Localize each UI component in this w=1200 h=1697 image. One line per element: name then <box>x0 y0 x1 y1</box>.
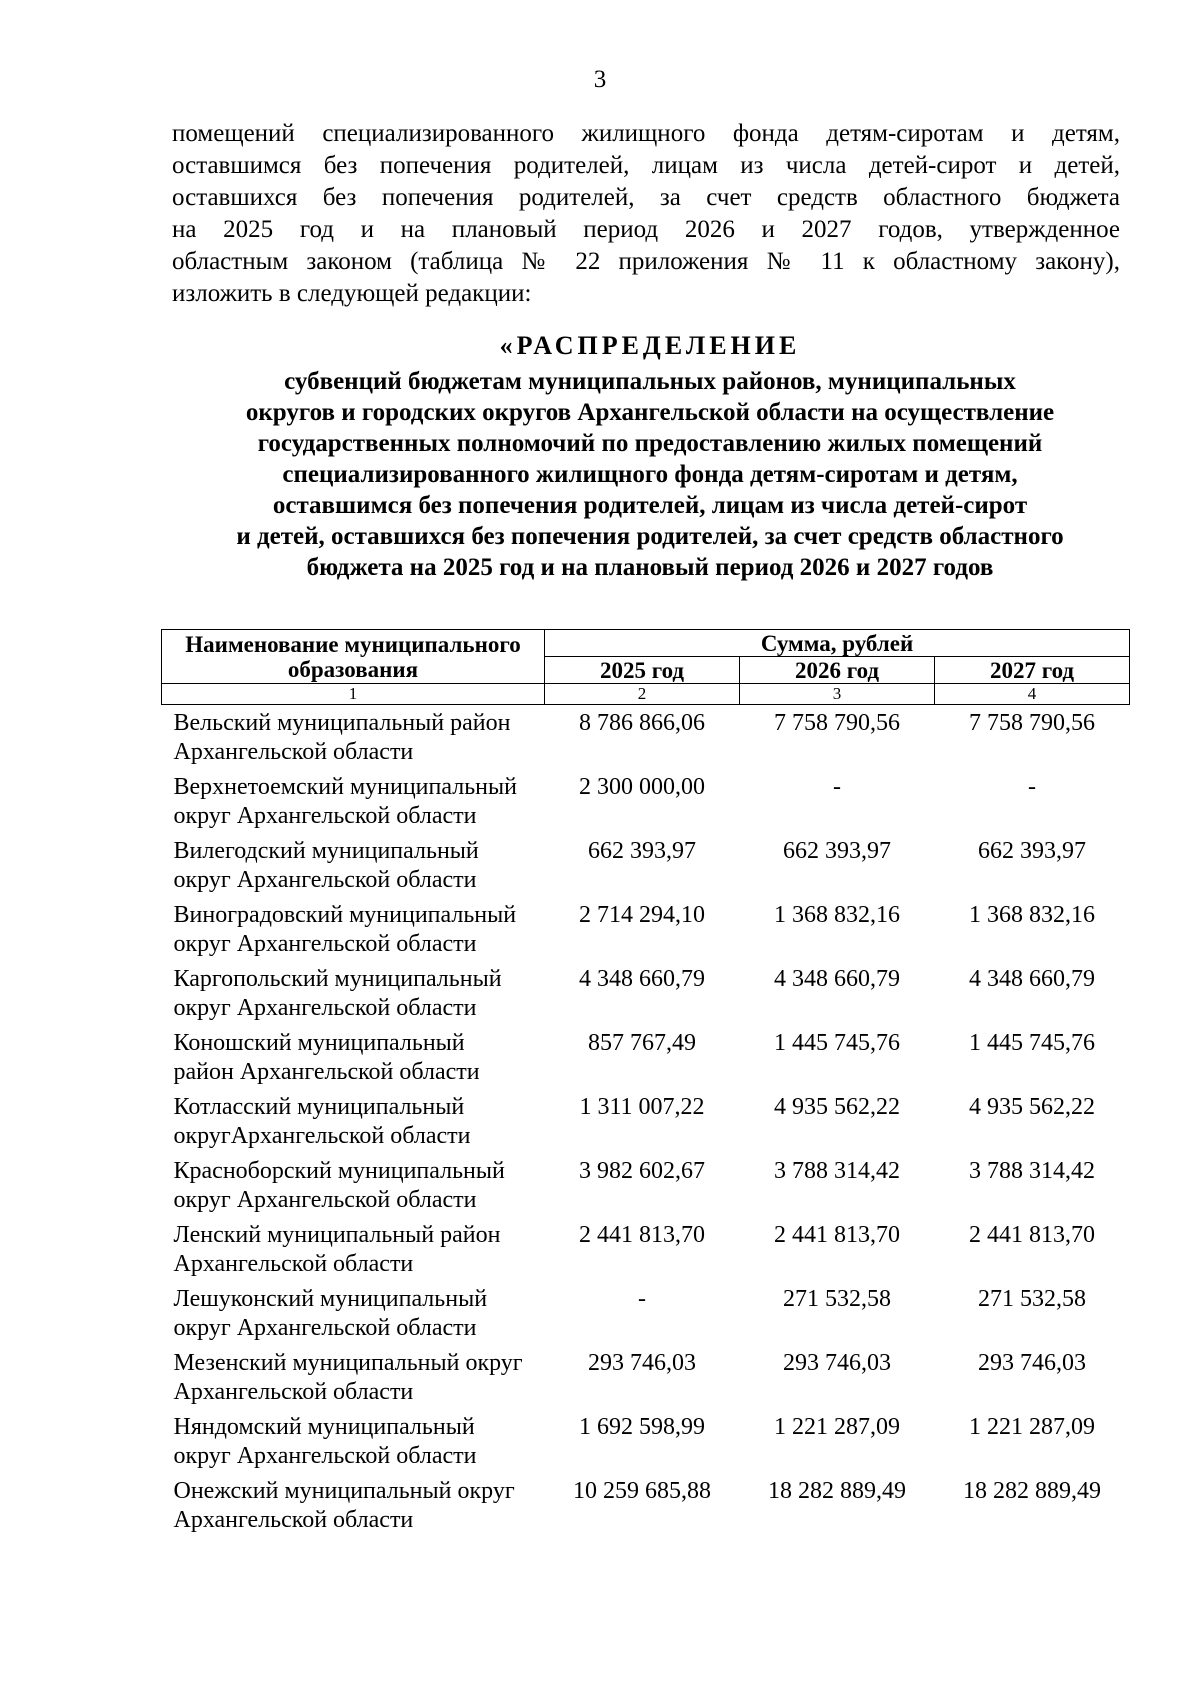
page-number: 3 <box>593 66 607 93</box>
table-row <box>162 1281 1130 1345</box>
municipality-name-line2: округ Архангельской области <box>173 995 477 1021</box>
amount-2025-cell: 2 441 813,70 <box>579 1222 705 1248</box>
amount-2025-cell: 2 714 294,10 <box>579 902 705 928</box>
municipality-name-line1: Няндомский муниципальный <box>173 1414 475 1440</box>
municipality-name-line2: округ Архангельской области <box>173 1443 477 1469</box>
distribution-table <box>161 629 1130 1537</box>
heading-subtitle-line: округов и городских округов Архангельской области на осуществление <box>245 399 1055 426</box>
municipality-name-line2: Архангельской области <box>173 1251 414 1277</box>
intro-line: областным законом (таблица № 22 приложения № 11 к областному закону), <box>172 248 1120 275</box>
municipality-name-cell <box>162 1473 545 1537</box>
municipality-name-line1: Вилегодский муниципальный <box>173 838 479 864</box>
amount-2027-cell: 1 445 745,76 <box>969 1030 1095 1056</box>
table-row <box>162 1025 1130 1089</box>
amount-2026-cell: 4 348 660,79 <box>774 966 900 992</box>
heading-subtitle-line: субвенций бюджетам муниципальных районов, муниципальных <box>284 368 1016 395</box>
document-heading <box>150 328 1150 583</box>
municipality-name-line2: округ Архангельской области <box>173 931 477 957</box>
amount-2027-cell: 1 221 287,09 <box>969 1414 1095 1440</box>
amount-2027-cell: 293 746,03 <box>978 1350 1086 1376</box>
municipality-name-line1: Каргопольский муниципальный <box>173 966 502 992</box>
column-number: 2 <box>545 684 740 705</box>
municipality-name-line1: Вельский муниципальный район <box>173 710 511 736</box>
header-year-2026: 2026 год <box>740 657 935 684</box>
amount-2027-cell: 662 393,97 <box>978 838 1086 864</box>
amount-2025-cell: 8 786 866,06 <box>579 710 705 736</box>
table-row <box>162 1217 1130 1281</box>
amount-2025-cell: 3 982 602,67 <box>579 1158 705 1184</box>
table-row <box>162 961 1130 1025</box>
amount-2025-cell: 1 692 598,99 <box>579 1414 705 1440</box>
heading-title: «РАСПРЕДЕЛЕНИЕ <box>499 331 801 360</box>
heading-subtitle-line: государственных полномочий по предоставлению жилых помещений <box>257 430 1043 457</box>
amount-2025-cell: 857 767,49 <box>588 1030 696 1056</box>
amount-2026-cell: 18 282 889,49 <box>768 1478 906 1504</box>
amount-2026-cell: 3 788 314,42 <box>774 1158 900 1184</box>
intro-line: помещений специализированного жилищного фонда детям-сиротам и детям, <box>172 120 1120 147</box>
municipality-name-line2: Архангельской области <box>173 1507 414 1533</box>
table-row <box>162 897 1130 961</box>
municipality-name-line2: округ Архангельской области <box>173 867 477 893</box>
municipality-name-cell <box>162 961 545 1025</box>
amount-2025-cell: - <box>638 1286 646 1312</box>
municipality-name-line1: Верхнетоемский муниципальный <box>173 774 517 800</box>
header-municipality <box>162 630 545 684</box>
heading-subtitle-line: и детей, оставшихся без попечения родителей, за счет средств областного <box>236 523 1064 550</box>
amount-2027-cell: 7 758 790,56 <box>969 710 1095 736</box>
amount-2026-cell: 662 393,97 <box>783 838 891 864</box>
municipality-name-line1: Виноградовский муниципальный <box>173 902 517 928</box>
municipality-name-cell <box>162 1217 545 1281</box>
municipality-name-line1: Котласский муниципальный <box>173 1094 465 1120</box>
municipality-name-cell <box>162 833 545 897</box>
column-number: 3 <box>740 684 935 705</box>
intro-line: оставшимся без попечения родителей, лицам из числа детей-сирот и детей, <box>172 152 1120 179</box>
header-year-2025: 2025 год <box>545 657 740 684</box>
amount-2027-cell: 1 368 832,16 <box>969 902 1095 928</box>
amount-2027-cell: - <box>1028 774 1036 800</box>
amount-2027-cell: 4 348 660,79 <box>969 966 1095 992</box>
heading-subtitle-line: оставшимся без попечения родителей, лицам из числа детей-сирот <box>272 492 1028 519</box>
municipality-name-line2: Архангельской области <box>173 1379 414 1405</box>
municipality-name-line2: Архангельской области <box>173 739 414 765</box>
table-row <box>162 769 1130 833</box>
table-row <box>162 1089 1130 1153</box>
header-municipality-line1: Наименование муниципального <box>185 631 521 657</box>
amount-2027-cell: 2 441 813,70 <box>969 1222 1095 1248</box>
table-row <box>162 1345 1130 1409</box>
amount-2026-cell: 7 758 790,56 <box>774 710 900 736</box>
municipality-name-cell <box>162 705 545 770</box>
column-number: 1 <box>162 684 545 705</box>
header-sum: Сумма, рублей <box>545 630 1130 657</box>
amount-2027-cell: 18 282 889,49 <box>963 1478 1101 1504</box>
municipality-name-line1: Онежский муниципальный округ <box>173 1478 515 1504</box>
table-row <box>162 833 1130 897</box>
table-row <box>162 705 1130 770</box>
amount-2026-cell: 293 746,03 <box>783 1350 891 1376</box>
amount-2025-cell: 2 300 000,00 <box>579 774 705 800</box>
municipality-name-line1: Красноборский муниципальный <box>173 1158 505 1184</box>
amount-2025-cell: 4 348 660,79 <box>579 966 705 992</box>
amount-2025-cell: 1 311 007,22 <box>579 1094 705 1120</box>
table-row <box>162 1473 1130 1537</box>
heading-subtitle-line: специализированного жилищного фонда детям-сиротам и детям, <box>282 461 1018 488</box>
municipality-name-line2: округ Архангельской области <box>173 1187 477 1213</box>
municipality-name-cell <box>162 1025 545 1089</box>
municipality-name-line2: округ Архангельской области <box>173 803 477 829</box>
amount-2025-cell: 662 393,97 <box>588 838 696 864</box>
municipality-name-line1: Лешуконский муниципальный <box>173 1286 488 1312</box>
amount-2025-cell: 293 746,03 <box>588 1350 696 1376</box>
heading-subtitle-line: бюджета на 2025 год и на плановый период 2026 и 2027 годов <box>306 554 994 581</box>
table-row <box>162 1153 1130 1217</box>
municipality-name-cell <box>162 1281 545 1345</box>
amount-2026-cell: - <box>833 774 841 800</box>
municipality-name-cell <box>162 769 545 833</box>
municipality-name-cell <box>162 1153 545 1217</box>
table-row <box>162 1409 1130 1473</box>
amount-2026-cell: 2 441 813,70 <box>774 1222 900 1248</box>
municipality-name-line2: округ Архангельской области <box>173 1315 477 1341</box>
amount-2026-cell: 4 935 562,22 <box>774 1094 900 1120</box>
municipality-name-line2: округАрхангельской области <box>173 1123 471 1149</box>
amount-2026-cell: 1 368 832,16 <box>774 902 900 928</box>
municipality-name-cell <box>162 1345 545 1409</box>
amount-2027-cell: 4 935 562,22 <box>969 1094 1095 1120</box>
municipality-name-line2: район Архангельской области <box>173 1059 480 1085</box>
municipality-name-cell <box>162 1089 545 1153</box>
amount-2027-cell: 3 788 314,42 <box>969 1158 1095 1184</box>
header-year-2027: 2027 год <box>935 657 1130 684</box>
header-municipality-line2: образования <box>287 656 419 682</box>
amount-2025-cell: 10 259 685,88 <box>573 1478 711 1504</box>
column-number: 4 <box>935 684 1130 705</box>
amount-2026-cell: 1 445 745,76 <box>774 1030 900 1056</box>
municipality-name-cell <box>162 897 545 961</box>
intro-line: изложить в следующей редакции: <box>172 280 532 307</box>
intro-line: оставшихся без попечения родителей, за счет средств областного бюджета <box>172 184 1120 211</box>
municipality-name-line1: Коношский муниципальный <box>173 1030 465 1056</box>
intro-line: на 2025 год и на плановый период 2026 и 2027 годов, утвержденное <box>172 216 1120 243</box>
table-body <box>162 705 1130 1538</box>
intro-paragraph <box>172 118 1120 310</box>
municipality-name-line1: Мезенский муниципальный округ <box>173 1350 523 1376</box>
municipality-name-line1: Ленский муниципальный район <box>173 1222 501 1248</box>
amount-2027-cell: 271 532,58 <box>978 1286 1086 1312</box>
amount-2026-cell: 271 532,58 <box>783 1286 891 1312</box>
amount-2026-cell: 1 221 287,09 <box>774 1414 900 1440</box>
municipality-name-cell <box>162 1409 545 1473</box>
